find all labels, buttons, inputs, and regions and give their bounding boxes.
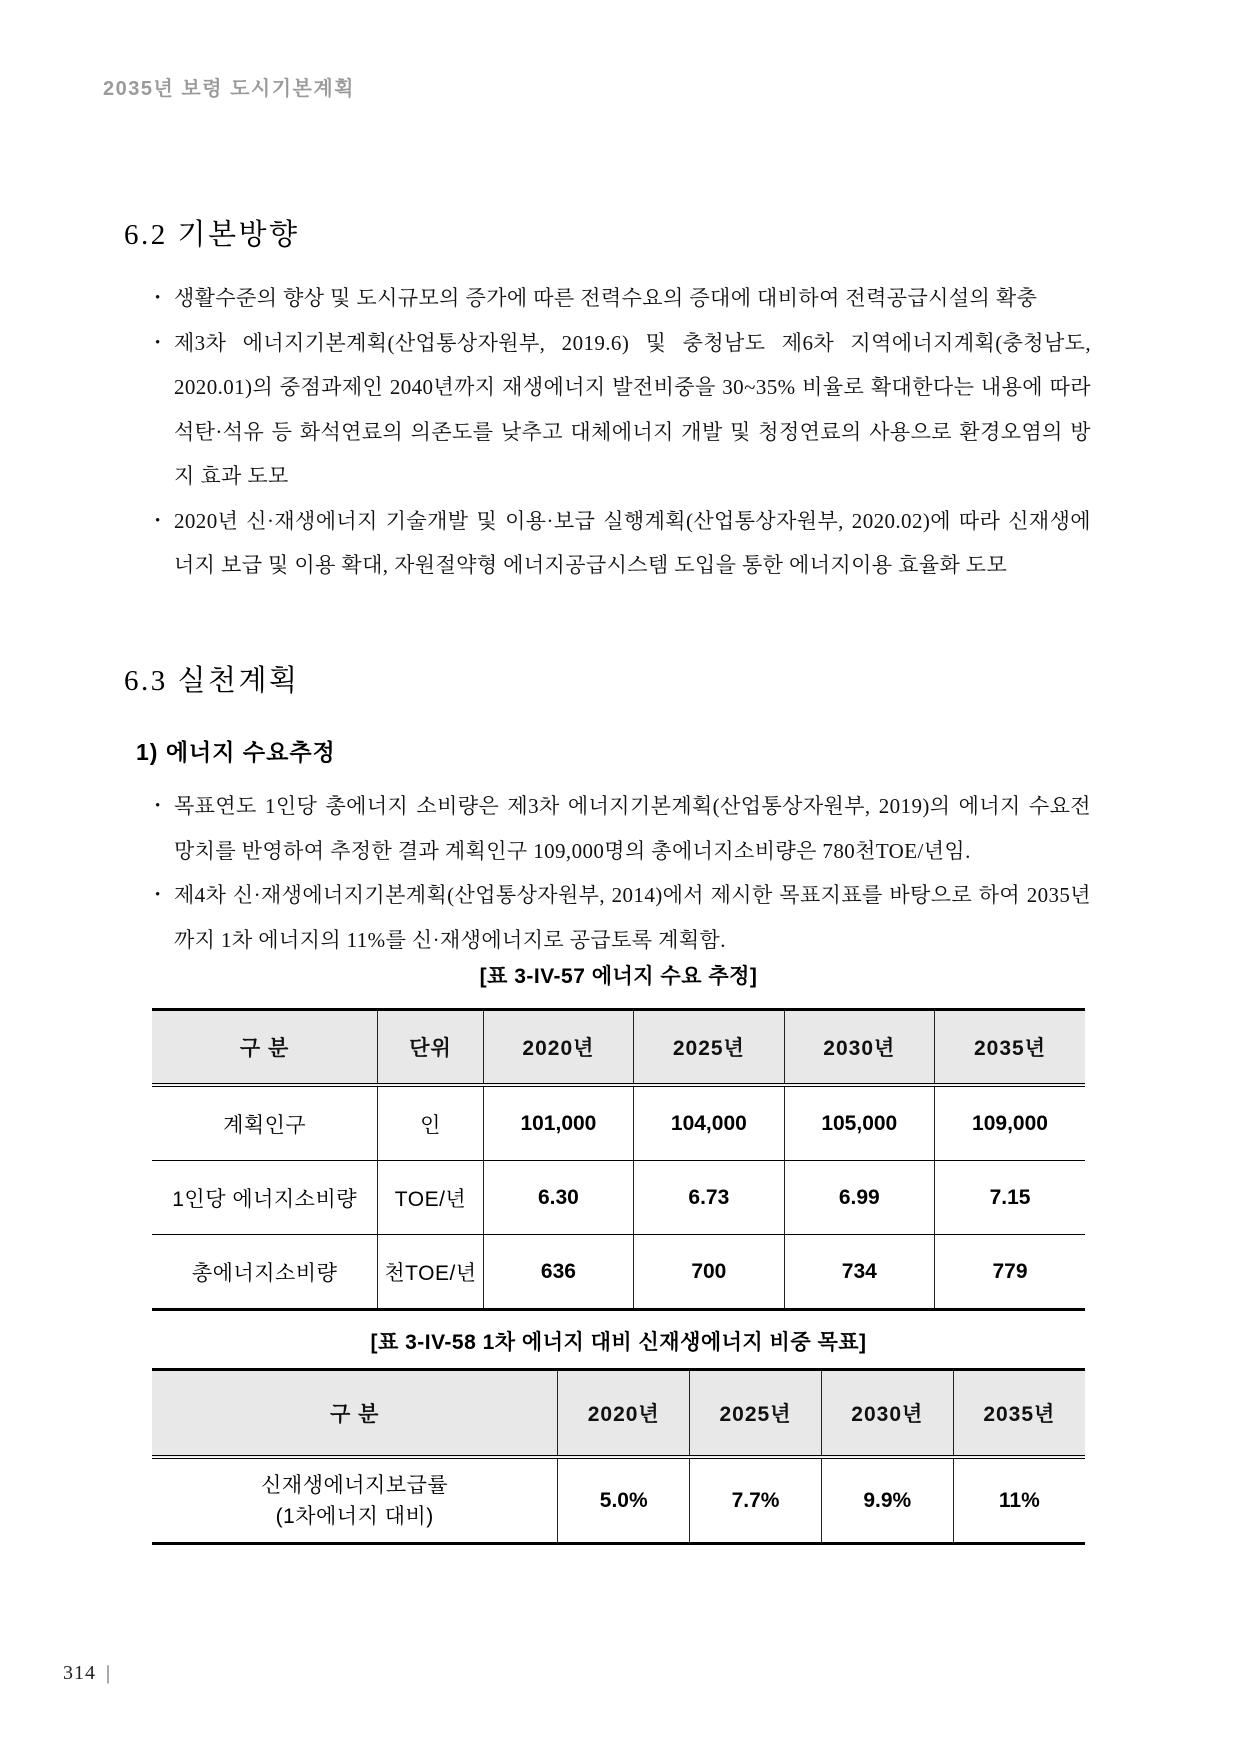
table-cell: 6.30 (483, 1161, 633, 1235)
table-header-cell: 2030년 (821, 1370, 953, 1458)
bullet-item (153, 873, 1091, 962)
table-cell (152, 1457, 558, 1544)
section-6-3-title: 6.3 실천계획 (124, 665, 300, 697)
subsection-energy-demand-title: 1) 에너지 수요추정 (136, 739, 336, 765)
table-cell: 700 (634, 1235, 784, 1310)
table-cell: 779 (935, 1235, 1085, 1310)
table-cell: 7.15 (935, 1161, 1085, 1235)
page-footer (63, 1662, 111, 1685)
bullet-item (153, 784, 1091, 873)
bullet-text: 제4차 신·재생에너지기본계획(산업통상자원부, 2014)에서 제시한 목표지표를 바탕으로 하여 2035년까지 1차 에너지의 11%를 신·재생에너지로 공급토록 계획함. (174, 883, 1091, 952)
bullet-text: 생활수준의 향상 및 도시규모의 증가에 따른 전력수요의 증대에 대비하여 전력공급시설의 확충 (174, 286, 1038, 310)
bullet-icon: • (155, 512, 161, 529)
table-cell: 6.73 (634, 1161, 784, 1235)
bullet-icon: • (155, 334, 161, 351)
table-header-cell: 2025년 (634, 1010, 784, 1086)
document-header: 2035년 보령 도시기본계획 (103, 78, 355, 100)
table-cell: 104,000 (634, 1085, 784, 1161)
table-caption-energy-demand: [표 3-IV-57 에너지 수요 추정] (479, 965, 758, 988)
table-cell: 734 (784, 1235, 934, 1310)
footer-divider: | (106, 1662, 112, 1684)
table-header-cell: 구 분 (152, 1010, 378, 1086)
table-row (152, 1085, 1085, 1161)
table-cell: TOE/년 (378, 1161, 483, 1235)
bullet-item (153, 321, 1091, 499)
row-label-line2: (1차에너지 대비) (275, 1504, 434, 1528)
bullet-text: 목표연도 1인당 총에너지 소비량은 제3차 에너지기본계획(산업통상자원부, 2019)의 에너지 수요전망치를 반영하여 추정한 결과 계획인구 109,000명의 총에너지소비량은 780천TOE/년임. (174, 794, 1091, 863)
table-cell: 109,000 (935, 1085, 1085, 1161)
table-row (152, 1235, 1085, 1310)
table-cell: 636 (483, 1235, 633, 1310)
section-6-2-title: 6.2 기본방향 (124, 219, 300, 251)
bullet-item (153, 499, 1091, 588)
table-cell: 9.9% (821, 1457, 953, 1544)
table-header-cell: 단위 (378, 1010, 483, 1086)
table-cell: 인 (378, 1085, 483, 1161)
bullet-text: 2020년 신·재생에너지 기술개발 및 이용·보급 실행계획(산업통상자원부, 2020.02)에 따라 신재생에너지 보급 및 이용 확대, 자원절약형 에너지공급시스템 도입을 통한 에너지이용 효율화 도모 (174, 508, 1091, 577)
table-header-cell: 2025년 (690, 1370, 822, 1458)
table-cell: 6.99 (784, 1161, 934, 1235)
table-cell: 5.0% (558, 1457, 690, 1544)
table-cell: 7.7% (690, 1457, 822, 1544)
table-header-cell: 2020년 (558, 1370, 690, 1458)
table-cell: 총에너지소비량 (152, 1235, 378, 1310)
table-header-cell: 2035년 (953, 1370, 1085, 1458)
table-cell: 천TOE/년 (378, 1235, 483, 1310)
table-cell: 1인당 에너지소비량 (152, 1161, 378, 1235)
row-label-line1: 신재생에너지보급률 (261, 1473, 449, 1497)
table-cell: 11% (953, 1457, 1085, 1544)
renewable-target-table (152, 1368, 1085, 1545)
bullet-icon: • (155, 798, 161, 814)
table-row (152, 1161, 1085, 1235)
table-caption-renewable-target: [표 3-IV-58 1차 에너지 대비 신재생에너지 비중 목표] (370, 1331, 867, 1354)
table-header-cell: 2020년 (483, 1010, 633, 1086)
bullet-item (153, 276, 1091, 321)
bullet-icon: • (155, 887, 161, 903)
table-header-cell: 2030년 (784, 1010, 934, 1086)
section-6-3-bullet-list (153, 784, 1091, 962)
bullet-text: 제3차 에너지기본계획(산업통상자원부, 2019.6) 및 충청남도 제6차 지역에너지계획(충청남도, 2020.01)의 중점과제인 2040년까지 재생에너지 발전비중을 30~35% 비율로 확대한다는 내용에 따라 석탄·석유 등 화석연료의 의존도를 낮추고 대체에너지 개발 및 청정연료의 사용으로 환경오염의 방지 효과 도모 (174, 330, 1091, 488)
table-header-row (152, 1010, 1085, 1086)
table-cell: 계획인구 (223, 1113, 307, 1137)
table-header-cell: 구 분 (152, 1370, 558, 1458)
table-header-cell: 2035년 (935, 1010, 1085, 1086)
page-number: 314 (63, 1662, 96, 1684)
section-6-2-bullet-list (153, 276, 1091, 588)
table-row (152, 1457, 1085, 1544)
table-cell: 101,000 (483, 1085, 633, 1161)
table-header-row (152, 1370, 1085, 1458)
energy-demand-table (152, 1008, 1085, 1311)
table-cell: 105,000 (784, 1085, 934, 1161)
bullet-icon: • (155, 290, 161, 306)
